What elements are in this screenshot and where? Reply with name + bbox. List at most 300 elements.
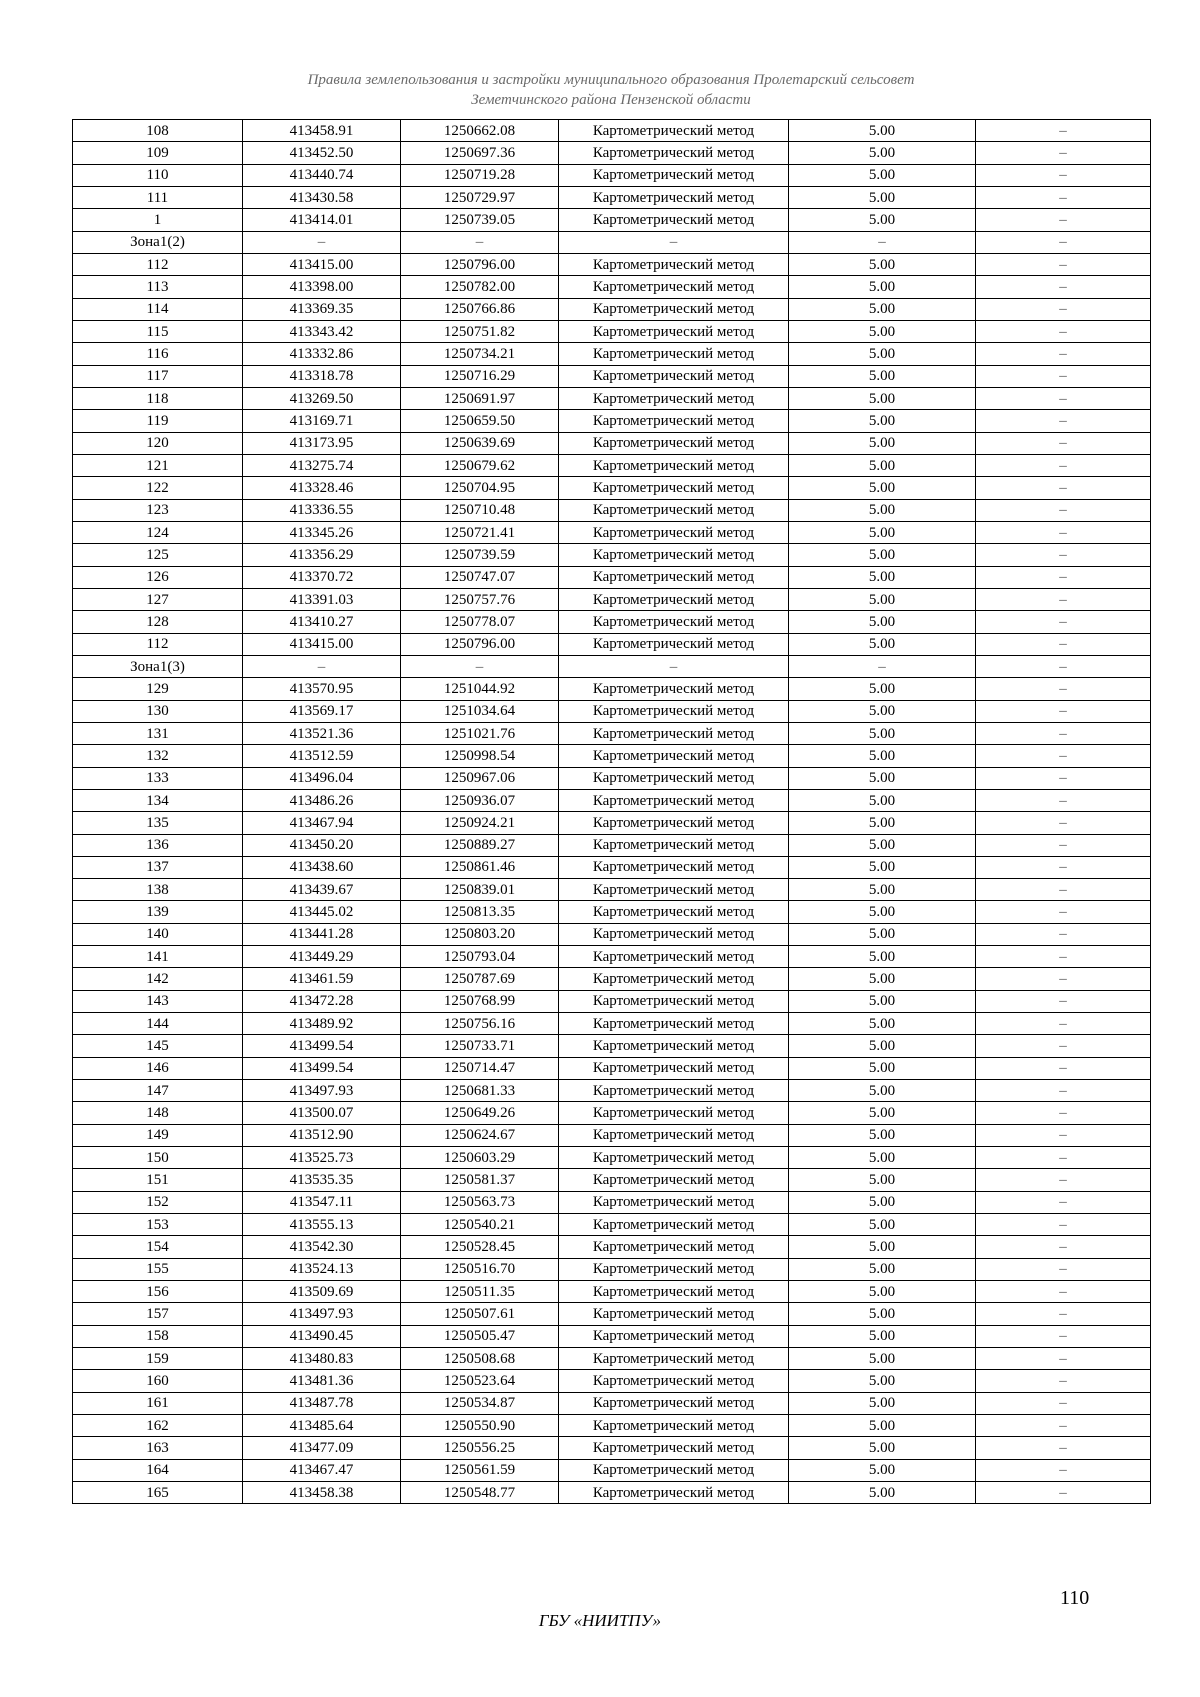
- coord-x-cell: 413489.92: [243, 1013, 401, 1035]
- accuracy-cell: 5.00: [789, 1303, 976, 1325]
- coord-y-cell: 1250704.95: [401, 477, 559, 499]
- coord-x-cell: 413461.59: [243, 968, 401, 990]
- table-row: [73, 142, 1151, 164]
- empty-cell: –: [789, 655, 976, 677]
- table-row: [73, 1191, 1151, 1213]
- table-row: [73, 946, 1151, 968]
- table-row: [73, 1415, 1151, 1437]
- coord-y-cell: 1250803.20: [401, 923, 559, 945]
- method-cell: Картометрический метод: [559, 901, 789, 923]
- method-cell: Картометрический метод: [559, 923, 789, 945]
- accuracy-cell: 5.00: [789, 209, 976, 231]
- point-number-cell: 115: [73, 320, 243, 342]
- coord-x-cell: 413370.72: [243, 566, 401, 588]
- point-number-cell: 131: [73, 722, 243, 744]
- accuracy-cell: 5.00: [789, 1214, 976, 1236]
- coord-x-cell: 413275.74: [243, 454, 401, 476]
- method-cell: Картометрический метод: [559, 320, 789, 342]
- point-number-cell: 119: [73, 410, 243, 432]
- method-cell: Картометрический метод: [559, 722, 789, 744]
- table-row: [73, 253, 1151, 275]
- description-cell: –: [976, 410, 1151, 432]
- point-number-cell: 112: [73, 253, 243, 275]
- accuracy-cell: 5.00: [789, 566, 976, 588]
- method-cell: Картометрический метод: [559, 767, 789, 789]
- point-number-cell: 112: [73, 633, 243, 655]
- coord-y-cell: 1250550.90: [401, 1415, 559, 1437]
- accuracy-cell: 5.00: [789, 923, 976, 945]
- point-number-cell: 157: [73, 1303, 243, 1325]
- accuracy-cell: 5.00: [789, 320, 976, 342]
- method-cell: Картометрический метод: [559, 1169, 789, 1191]
- coord-x-cell: 413481.36: [243, 1370, 401, 1392]
- table-row: [73, 499, 1151, 521]
- table-row: [73, 588, 1151, 610]
- description-cell: –: [976, 1124, 1151, 1146]
- coord-y-cell: 1250649.26: [401, 1102, 559, 1124]
- accuracy-cell: 5.00: [789, 1124, 976, 1146]
- page-number: 110: [1060, 1587, 1090, 1609]
- description-cell: –: [976, 1281, 1151, 1303]
- method-cell: Картометрический метод: [559, 276, 789, 298]
- accuracy-cell: 5.00: [789, 142, 976, 164]
- accuracy-cell: 5.00: [789, 454, 976, 476]
- accuracy-cell: 5.00: [789, 611, 976, 633]
- point-number-cell: 151: [73, 1169, 243, 1191]
- method-cell: Картометрический метод: [559, 1325, 789, 1347]
- accuracy-cell: 5.00: [789, 1325, 976, 1347]
- point-number-cell: 141: [73, 946, 243, 968]
- coord-y-cell: 1250603.29: [401, 1147, 559, 1169]
- description-cell: –: [976, 142, 1151, 164]
- accuracy-cell: 5.00: [789, 856, 976, 878]
- table-row: [73, 1102, 1151, 1124]
- table-row: [73, 1303, 1151, 1325]
- coord-y-cell: 1250523.64: [401, 1370, 559, 1392]
- accuracy-cell: 5.00: [789, 1415, 976, 1437]
- coord-y-cell: 1250679.62: [401, 454, 559, 476]
- description-cell: –: [976, 901, 1151, 923]
- table-row: [73, 1348, 1151, 1370]
- coord-y-cell: 1250967.06: [401, 767, 559, 789]
- accuracy-cell: 5.00: [789, 1169, 976, 1191]
- accuracy-cell: 5.00: [789, 1102, 976, 1124]
- table-row: [73, 1437, 1151, 1459]
- point-number-cell: 136: [73, 834, 243, 856]
- point-number-cell: 125: [73, 544, 243, 566]
- coord-y-cell: 1250796.00: [401, 253, 559, 275]
- coord-x-cell: 413485.64: [243, 1415, 401, 1437]
- method-cell: Картометрический метод: [559, 499, 789, 521]
- coord-y-cell: 1250778.07: [401, 611, 559, 633]
- table-row: [73, 923, 1151, 945]
- coord-y-cell: 1250716.29: [401, 365, 559, 387]
- coord-y-cell: 1250540.21: [401, 1214, 559, 1236]
- coord-x-cell: 413439.67: [243, 879, 401, 901]
- coord-y-cell: 1250719.28: [401, 164, 559, 186]
- accuracy-cell: 5.00: [789, 1392, 976, 1414]
- method-cell: Картометрический метод: [559, 1057, 789, 1079]
- coord-x-cell: 413458.38: [243, 1482, 401, 1504]
- accuracy-cell: 5.00: [789, 633, 976, 655]
- accuracy-cell: 5.00: [789, 1482, 976, 1504]
- coord-x-cell: 413343.42: [243, 320, 401, 342]
- description-cell: –: [976, 1370, 1151, 1392]
- table-row: [73, 566, 1151, 588]
- description-cell: –: [976, 1102, 1151, 1124]
- point-number-cell: 120: [73, 432, 243, 454]
- table-row: [73, 164, 1151, 186]
- coordinates-table: [72, 119, 1151, 1504]
- point-number-cell: 110: [73, 164, 243, 186]
- table-row: [73, 722, 1151, 744]
- description-cell: –: [976, 1191, 1151, 1213]
- coord-y-cell: 1250739.05: [401, 209, 559, 231]
- coord-x-cell: 413430.58: [243, 186, 401, 208]
- description-cell: –: [976, 164, 1151, 186]
- table-row: [73, 745, 1151, 767]
- description-cell: –: [976, 1325, 1151, 1347]
- table-row: [73, 990, 1151, 1012]
- description-cell: –: [976, 1415, 1151, 1437]
- coord-y-cell: 1250782.00: [401, 276, 559, 298]
- header-line-2: Земетчинского района Пензенской области: [471, 92, 751, 108]
- coord-x-cell: 413555.13: [243, 1214, 401, 1236]
- table-row: [73, 477, 1151, 499]
- accuracy-cell: 5.00: [789, 1281, 976, 1303]
- method-cell: Картометрический метод: [559, 432, 789, 454]
- method-cell: Картометрический метод: [559, 566, 789, 588]
- table-row: [73, 365, 1151, 387]
- point-number-cell: 149: [73, 1124, 243, 1146]
- method-cell: Картометрический метод: [559, 678, 789, 700]
- coord-x-cell: 413452.50: [243, 142, 401, 164]
- point-number-cell: 111: [73, 186, 243, 208]
- coord-x-cell: 413441.28: [243, 923, 401, 945]
- accuracy-cell: 5.00: [789, 1258, 976, 1280]
- accuracy-cell: 5.00: [789, 432, 976, 454]
- point-number-cell: 134: [73, 789, 243, 811]
- description-cell: –: [976, 1482, 1151, 1504]
- method-cell: Картометрический метод: [559, 1191, 789, 1213]
- method-cell: Картометрический метод: [559, 1392, 789, 1414]
- accuracy-cell: 5.00: [789, 1147, 976, 1169]
- coord-y-cell: 1250511.35: [401, 1281, 559, 1303]
- description-cell: –: [976, 745, 1151, 767]
- table-row: [73, 789, 1151, 811]
- table-row: [73, 968, 1151, 990]
- description-cell: –: [976, 834, 1151, 856]
- point-number-cell: 109: [73, 142, 243, 164]
- table-row: [73, 700, 1151, 722]
- method-cell: Картометрический метод: [559, 1459, 789, 1481]
- accuracy-cell: 5.00: [789, 700, 976, 722]
- accuracy-cell: 5.00: [789, 968, 976, 990]
- point-number-cell: 142: [73, 968, 243, 990]
- coord-x-cell: 413521.36: [243, 722, 401, 744]
- accuracy-cell: 5.00: [789, 1236, 976, 1258]
- coord-x-cell: 413345.26: [243, 521, 401, 543]
- table-row: [73, 879, 1151, 901]
- coord-y-cell: 1250681.33: [401, 1080, 559, 1102]
- description-cell: –: [976, 120, 1151, 142]
- description-cell: –: [976, 856, 1151, 878]
- coord-x-cell: 413336.55: [243, 499, 401, 521]
- coord-y-cell: 1250796.00: [401, 633, 559, 655]
- method-cell: Картометрический метод: [559, 365, 789, 387]
- point-number-cell: 138: [73, 879, 243, 901]
- point-number-cell: 150: [73, 1147, 243, 1169]
- description-cell: –: [976, 499, 1151, 521]
- coord-y-cell: 1250710.48: [401, 499, 559, 521]
- coord-x-cell: 413525.73: [243, 1147, 401, 1169]
- accuracy-cell: 5.00: [789, 1080, 976, 1102]
- description-cell: –: [976, 633, 1151, 655]
- coord-x-cell: 413497.93: [243, 1303, 401, 1325]
- method-cell: Картометрический метод: [559, 521, 789, 543]
- coord-y-cell: 1250505.47: [401, 1325, 559, 1347]
- point-number-cell: 137: [73, 856, 243, 878]
- point-number-cell: 140: [73, 923, 243, 945]
- method-cell: Картометрический метод: [559, 1348, 789, 1370]
- method-cell: Картометрический метод: [559, 812, 789, 834]
- table-row: [73, 521, 1151, 543]
- accuracy-cell: 5.00: [789, 477, 976, 499]
- coord-y-cell: 1250733.71: [401, 1035, 559, 1057]
- table-row: [73, 1169, 1151, 1191]
- coord-y-cell: 1250508.68: [401, 1348, 559, 1370]
- coord-y-cell: 1250691.97: [401, 387, 559, 409]
- coord-x-cell: 413535.35: [243, 1169, 401, 1191]
- table-row: [73, 1258, 1151, 1280]
- description-cell: –: [976, 566, 1151, 588]
- table-row: [73, 1214, 1151, 1236]
- method-cell: Картометрический метод: [559, 789, 789, 811]
- coord-x-cell: 413467.94: [243, 812, 401, 834]
- coord-y-cell: 1250659.50: [401, 410, 559, 432]
- table-row: [73, 1459, 1151, 1481]
- table-row: [73, 856, 1151, 878]
- accuracy-cell: 5.00: [789, 298, 976, 320]
- point-number-cell: 114: [73, 298, 243, 320]
- coord-y-cell: 1250507.61: [401, 1303, 559, 1325]
- accuracy-cell: 5.00: [789, 387, 976, 409]
- point-number-cell: 144: [73, 1013, 243, 1035]
- accuracy-cell: 5.00: [789, 879, 976, 901]
- point-number-cell: 152: [73, 1191, 243, 1213]
- coord-y-cell: 1250756.16: [401, 1013, 559, 1035]
- description-cell: –: [976, 365, 1151, 387]
- description-cell: –: [976, 298, 1151, 320]
- table-row: [73, 410, 1151, 432]
- coord-x-cell: 413569.17: [243, 700, 401, 722]
- method-cell: Картометрический метод: [559, 454, 789, 476]
- accuracy-cell: 5.00: [789, 499, 976, 521]
- coord-y-cell: 1250556.25: [401, 1437, 559, 1459]
- description-cell: –: [976, 789, 1151, 811]
- description-cell: –: [976, 700, 1151, 722]
- coord-y-cell: 1250861.46: [401, 856, 559, 878]
- method-cell: Картометрический метод: [559, 700, 789, 722]
- accuracy-cell: 5.00: [789, 365, 976, 387]
- accuracy-cell: 5.00: [789, 120, 976, 142]
- coord-x-cell: 413570.95: [243, 678, 401, 700]
- coord-y-cell: 1250697.36: [401, 142, 559, 164]
- point-number-cell: 160: [73, 1370, 243, 1392]
- coord-y-cell: 1250528.45: [401, 1236, 559, 1258]
- point-number-cell: 146: [73, 1057, 243, 1079]
- coord-y-cell: 1250747.07: [401, 566, 559, 588]
- method-cell: Картометрический метод: [559, 946, 789, 968]
- coord-x-cell: 413486.26: [243, 789, 401, 811]
- accuracy-cell: 5.00: [789, 521, 976, 543]
- point-number-cell: 117: [73, 365, 243, 387]
- method-cell: Картометрический метод: [559, 1437, 789, 1459]
- empty-cell: –: [401, 231, 559, 253]
- point-number-cell: 148: [73, 1102, 243, 1124]
- table-row: [73, 901, 1151, 923]
- coord-x-cell: 413410.27: [243, 611, 401, 633]
- description-cell: –: [976, 1013, 1151, 1035]
- coord-y-cell: 1250793.04: [401, 946, 559, 968]
- coord-y-cell: 1250624.67: [401, 1124, 559, 1146]
- method-cell: Картометрический метод: [559, 164, 789, 186]
- accuracy-cell: 5.00: [789, 990, 976, 1012]
- table-row: [73, 611, 1151, 633]
- description-cell: –: [976, 946, 1151, 968]
- point-number-cell: 159: [73, 1348, 243, 1370]
- point-number-cell: 161: [73, 1392, 243, 1414]
- coord-y-cell: 1250581.37: [401, 1169, 559, 1191]
- coord-x-cell: 413449.29: [243, 946, 401, 968]
- empty-cell: –: [243, 231, 401, 253]
- method-cell: Картометрический метод: [559, 1124, 789, 1146]
- accuracy-cell: 5.00: [789, 1057, 976, 1079]
- point-number-cell: 153: [73, 1214, 243, 1236]
- point-number-cell: 156: [73, 1281, 243, 1303]
- accuracy-cell: 5.00: [789, 410, 976, 432]
- accuracy-cell: 5.00: [789, 812, 976, 834]
- accuracy-cell: 5.00: [789, 946, 976, 968]
- table-row: [73, 633, 1151, 655]
- coord-x-cell: 413269.50: [243, 387, 401, 409]
- description-cell: –: [976, 611, 1151, 633]
- description-cell: –: [976, 1303, 1151, 1325]
- accuracy-cell: 5.00: [789, 588, 976, 610]
- method-cell: Картометрический метод: [559, 253, 789, 275]
- point-number-cell: 143: [73, 990, 243, 1012]
- accuracy-cell: 5.00: [789, 253, 976, 275]
- coord-y-cell: 1250534.87: [401, 1392, 559, 1414]
- coord-x-cell: 413391.03: [243, 588, 401, 610]
- method-cell: Картометрический метод: [559, 611, 789, 633]
- table-row: [73, 678, 1151, 700]
- accuracy-cell: 5.00: [789, 1370, 976, 1392]
- point-number-cell: 163: [73, 1437, 243, 1459]
- point-number-cell: 147: [73, 1080, 243, 1102]
- method-cell: Картометрический метод: [559, 588, 789, 610]
- table-row: [73, 432, 1151, 454]
- coord-x-cell: 413497.93: [243, 1080, 401, 1102]
- description-cell: –: [976, 253, 1151, 275]
- coord-y-cell: 1250889.27: [401, 834, 559, 856]
- empty-cell: –: [559, 655, 789, 677]
- table-row: [73, 1013, 1151, 1035]
- coord-x-cell: 413500.07: [243, 1102, 401, 1124]
- method-cell: Картометрический метод: [559, 1482, 789, 1504]
- zone-row: [73, 655, 1151, 677]
- accuracy-cell: 5.00: [789, 164, 976, 186]
- coord-x-cell: 413542.30: [243, 1236, 401, 1258]
- point-number-cell: 164: [73, 1459, 243, 1481]
- table-row: [73, 1147, 1151, 1169]
- table-row: [73, 767, 1151, 789]
- description-cell: –: [976, 343, 1151, 365]
- coord-y-cell: 1250516.70: [401, 1258, 559, 1280]
- description-cell: –: [976, 1348, 1151, 1370]
- accuracy-cell: 5.00: [789, 834, 976, 856]
- accuracy-cell: 5.00: [789, 343, 976, 365]
- description-cell: –: [976, 588, 1151, 610]
- zone-row: [73, 231, 1151, 253]
- accuracy-cell: 5.00: [789, 901, 976, 923]
- description-cell: –: [976, 990, 1151, 1012]
- page-header: [72, 70, 1150, 110]
- coord-x-cell: 413318.78: [243, 365, 401, 387]
- coord-y-cell: 1250766.86: [401, 298, 559, 320]
- accuracy-cell: 5.00: [789, 544, 976, 566]
- point-number-cell: 133: [73, 767, 243, 789]
- table-row: [73, 454, 1151, 476]
- empty-cell: –: [976, 231, 1151, 253]
- point-number-cell: 165: [73, 1482, 243, 1504]
- method-cell: Картометрический метод: [559, 544, 789, 566]
- table-row: [73, 343, 1151, 365]
- method-cell: Картометрический метод: [559, 834, 789, 856]
- description-cell: –: [976, 1169, 1151, 1191]
- method-cell: Картометрический метод: [559, 1102, 789, 1124]
- coord-x-cell: 413173.95: [243, 432, 401, 454]
- coord-y-cell: 1250751.82: [401, 320, 559, 342]
- coord-x-cell: 413328.46: [243, 477, 401, 499]
- accuracy-cell: 5.00: [789, 767, 976, 789]
- method-cell: Картометрический метод: [559, 1080, 789, 1102]
- description-cell: –: [976, 477, 1151, 499]
- coord-x-cell: 413512.59: [243, 745, 401, 767]
- coord-y-cell: 1250548.77: [401, 1482, 559, 1504]
- table-row: [73, 1325, 1151, 1347]
- coord-x-cell: 413369.35: [243, 298, 401, 320]
- table-row: [73, 1035, 1151, 1057]
- point-number-cell: 130: [73, 700, 243, 722]
- accuracy-cell: 5.00: [789, 186, 976, 208]
- table-row: [73, 1080, 1151, 1102]
- description-cell: –: [976, 767, 1151, 789]
- coord-x-cell: 413487.78: [243, 1392, 401, 1414]
- zone-label-cell: Зона1(3): [73, 655, 243, 677]
- table-row: [73, 1392, 1151, 1414]
- table-row: [73, 1370, 1151, 1392]
- accuracy-cell: 5.00: [789, 1459, 976, 1481]
- table-row: [73, 276, 1151, 298]
- point-number-cell: 139: [73, 901, 243, 923]
- method-cell: Картометрический метод: [559, 968, 789, 990]
- coord-y-cell: 1250714.47: [401, 1057, 559, 1079]
- table-row: [73, 387, 1151, 409]
- coord-y-cell: 1250998.54: [401, 745, 559, 767]
- point-number-cell: 132: [73, 745, 243, 767]
- description-cell: –: [976, 812, 1151, 834]
